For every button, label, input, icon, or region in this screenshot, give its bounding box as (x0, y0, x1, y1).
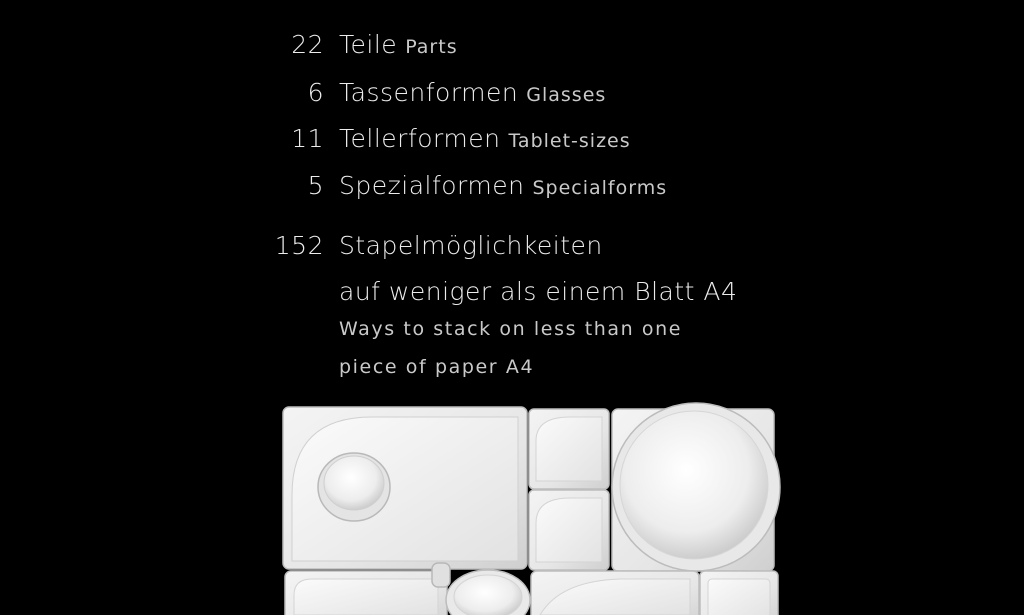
stat-label-en: Tablet-sizes (508, 130, 631, 152)
stat-number: 5 (307, 171, 324, 200)
stat-number: 22 (291, 30, 324, 59)
stat-label-de: Teile Parts (339, 30, 458, 59)
stacking-en-line-1: Ways to stack on less than one (339, 318, 683, 340)
square-tray-bottom (529, 490, 609, 570)
stat-row-specialforms (0, 171, 1024, 211)
stat-label-de: Tassenformen Glasses (339, 78, 607, 107)
stat-row-glasses (0, 78, 1024, 118)
stat-number: 6 (307, 78, 324, 107)
bottom-tray-left (285, 571, 447, 615)
stacking-label-de: Stapelmöglichkeiten (339, 231, 603, 260)
stacking-subline-de: auf weniger als einem Blatt A4 (339, 277, 738, 306)
stat-label-de: Tellerformen Tablet-sizes (339, 124, 631, 153)
stat-number: 11 (291, 124, 324, 153)
stacking-number: 152 (274, 231, 324, 260)
stat-label-en: Glasses (526, 84, 607, 106)
stat-label-de: Spezialformen Specialforms (339, 171, 668, 200)
small-bowl (318, 453, 390, 521)
stat-row-parts (0, 30, 1024, 70)
bowl-tray (612, 403, 780, 571)
tableware-photo (0, 395, 1024, 615)
stat-label-en: Parts (405, 36, 458, 58)
stat-row-tablet-sizes (0, 124, 1024, 164)
stat-label-en: Specialforms (532, 177, 668, 199)
stacking-en-line-2: piece of paper A4 (339, 356, 535, 378)
square-tray-top (529, 409, 609, 489)
bottom-tray-right (531, 571, 778, 615)
stacking-row (0, 231, 1024, 271)
